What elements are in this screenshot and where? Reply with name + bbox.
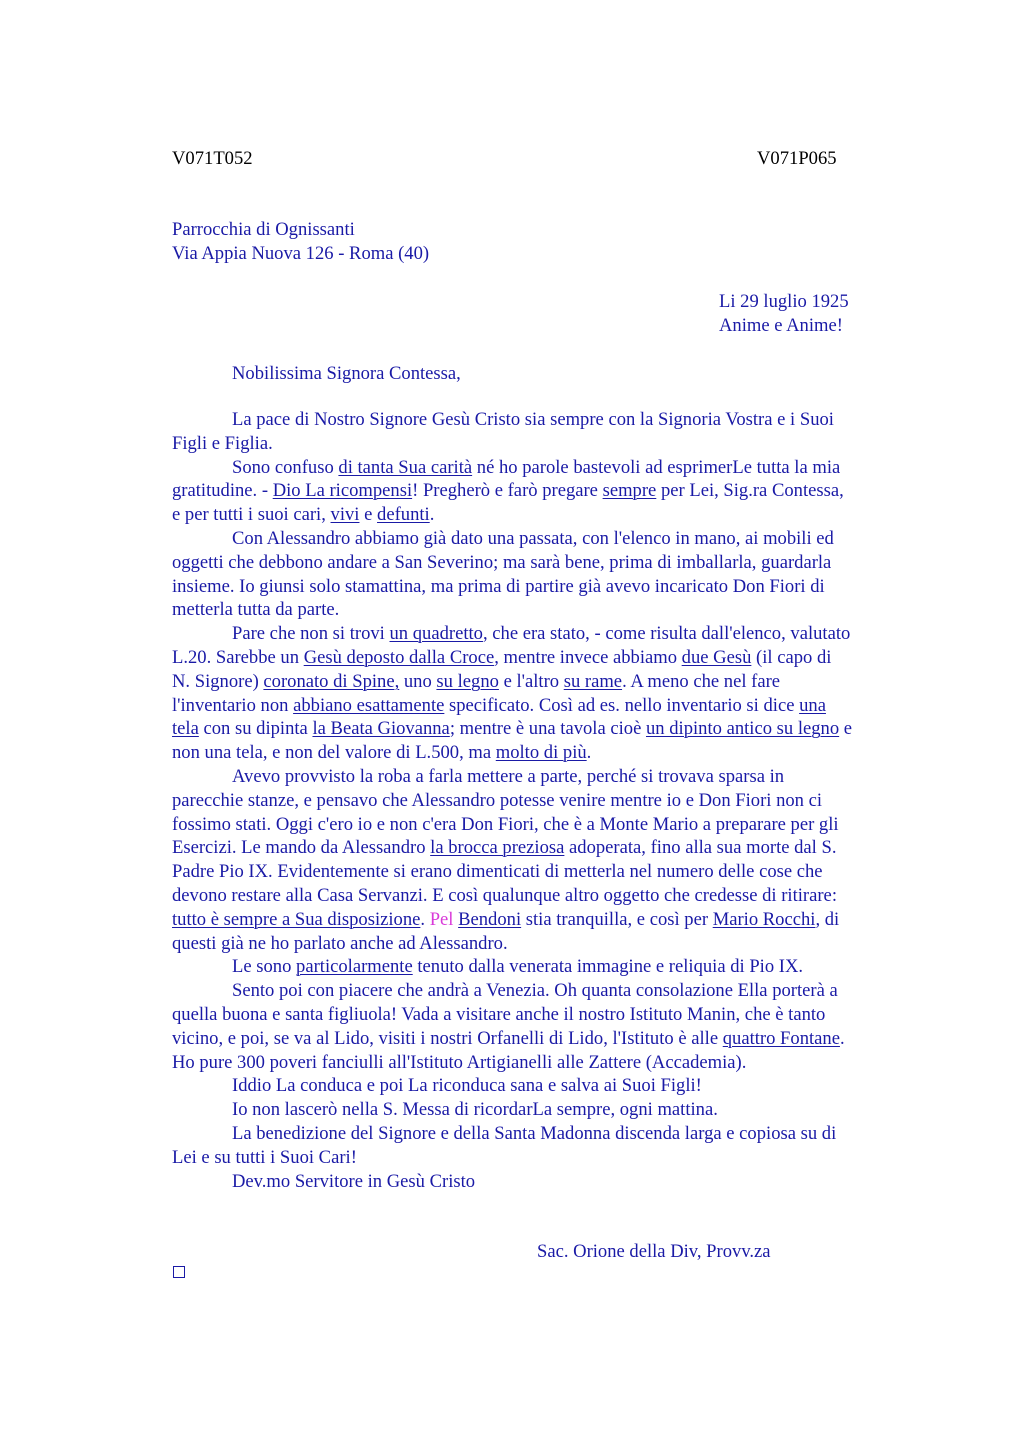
underlined-phrase: due Gesù [681,646,752,668]
date-line: Li 29 luglio 1925 [719,291,849,312]
text-segment: . [586,742,592,764]
text-segment: Le sono [232,956,297,978]
text-segment: Sento poi con piacere che andrà a Venezia. Oh quanta consolazione Ella porterà a quella buona e santa figliuola! Vada a visitare anche il nostro Istituto Manin, che è tanto vicino, e poi, se va al Lido, visiti i nostri Orfanelli di Lido, l'Istituto è alle [172,980,838,1049]
sender-line-1: Parrocchia di Ognissanti [172,219,355,240]
underlined-phrase: su legno [436,670,499,692]
paragraph [172,765,928,955]
text-segment: , che era stato, - come risulta dall'elenco, valutato L.20. Sarebbe un [172,623,851,668]
underlined-phrase: sempre [602,480,657,502]
text-segment: . A meno che nel fare l'inventario non [172,670,781,716]
underlined-phrase: abbiano esattamente [293,694,445,716]
signature: Sac. Orione della Div, Provv.za [537,1241,771,1262]
paragraph [172,527,928,622]
salutation: Nobilissima Signora Contessa, [232,363,461,384]
underlined-phrase: su rame [563,670,623,692]
underlined-phrase: coronato di Spine, [263,670,400,692]
paragraph [172,456,928,527]
text-segment: adoperata, fino alla sua morte dal S. Padre Pio IX. Evidentemente si erano dimenticati di metterla nel numero delle cose che devono restare alla Casa Servanzi. E così qualunque altro oggetto che credesse di ritirare: [172,837,837,906]
underlined-phrase: di tanta Sua carità [338,456,473,478]
underlined-phrase: Dio La ricompensi [272,480,413,502]
underlined-phrase: Mario Rocchi [712,908,816,930]
text-segment: , mentre invece abbiamo [494,646,682,668]
text-segment: specificato. Così ad es. nello inventario si dice [444,694,800,716]
text-segment: per Lei, Sig.ra Contessa, e per tutti i suoi cari, [172,480,844,526]
underlined-phrase: una tela [172,694,826,740]
text-segment: stia tranquilla, e così per [521,908,713,930]
underlined-phrase: tutto è sempre a Sua disposizione [172,908,421,930]
text-segment: e [359,504,378,526]
text-segment: . [420,908,430,930]
text-segment: Con Alessandro abbiamo già dato una passata, con l'elenco in mano, ai mobili ed oggetti che debbono andare a San Severino; ma sarà bene, prima di imballarla, guardarla insieme. Io giunsi solo stamattina, ma prima di partire già avevo incaricato Don Fiori di metterla tutta da parte. [172,527,834,621]
text-segment: La benedizione del Signore e della Santa Madonna discenda larga e copiosa su di Lei e su tutti i Suoi Cari! [172,1122,837,1168]
text-segment: Iddio La conduca e poi La riconduca sana e salva ai Suoi Figli! [232,1075,702,1097]
text-segment: Pare che non si trovi [232,623,390,645]
text-segment: uno [399,670,437,692]
text-segment: Avevo provvisto la roba a farla mettere a parte, perché si trovava sparsa in parecchie stanze, e pensavo che Alessandro potesse venire mentre io e Don Fiori non ci fossimo stati. Oggi c'ero io e non c'era Don Fiori, che è a Monte Mario a preparare per gli Esercizi. Le mando da Alessandro [172,765,839,859]
paragraph [172,1074,928,1098]
text-segment: ; mentre è una tavola cioè [449,718,646,740]
checkbox-square-icon [173,1266,185,1278]
paragraph [172,1098,928,1122]
underlined-phrase: molto di più [495,742,587,764]
text-segment: , di questi già ne ho parlato anche ad Alessandro. [172,908,840,954]
text-segment: La pace di Nostro Signore Gesù Cristo sia sempre con la Signoria Vostra e i Suoi Figli e Figlia. [172,409,834,454]
underlined-phrase: un quadretto [389,623,483,645]
underlined-phrase: quattro Fontane [722,1027,840,1049]
letter-body [172,408,928,1193]
text-segment: (il capo di N. Signore) [172,646,832,692]
text-segment: Dev.mo Servitore in Gesù Cristo [232,1170,476,1192]
text-segment: . Ho pure 300 poveri fanciulli all'Istituto Artigianelli alle Zattere (Accademia). [172,1027,845,1073]
underlined-phrase: vivi [330,504,360,526]
text-segment: e l'altro [498,670,564,692]
paragraph [172,979,928,1074]
text-segment: Io non lascerò nella S. Messa di ricordarLa sempre, ogni mattina. [232,1099,718,1121]
sender-line-2: Via Appia Nuova 126 - Roma (40) [172,243,430,264]
paragraph [172,955,928,979]
paragraph [172,622,928,765]
highlighted-word: Pel [429,908,454,930]
text-segment: con su dipinta [198,718,313,740]
underlined-phrase: particolarmente [296,956,413,978]
paragraph [172,408,928,456]
underlined-phrase: la brocca preziosa [430,837,565,859]
underlined-phrase: defunti [377,504,430,526]
underlined-phrase: un dipinto antico su legno [646,718,840,740]
motto-line: Anime e Anime! [719,315,843,336]
text-segment: ! Pregherò e farò pregare [412,480,603,502]
text-segment: . [429,504,435,526]
text-segment: e non una tela, e non del valore di L.500, ma [172,718,853,764]
paragraph [172,1122,928,1170]
document-code-right: V071P065 [757,148,837,169]
text-segment: tenuto dalla venerata immagine e reliquia di Pio IX. [412,956,804,978]
text-segment: né ho parole bastevoli ad esprimerLe tutta la mia gratitudine. - [172,456,841,502]
text-segment: Sono confuso [232,456,339,478]
paragraph [172,1170,928,1194]
underlined-phrase: Bendoni [458,908,522,930]
underlined-phrase: Gesù deposto dalla Croce [303,646,495,668]
document-code-left: V071T052 [172,148,253,169]
underlined-phrase: la Beata Giovanna [312,718,450,740]
